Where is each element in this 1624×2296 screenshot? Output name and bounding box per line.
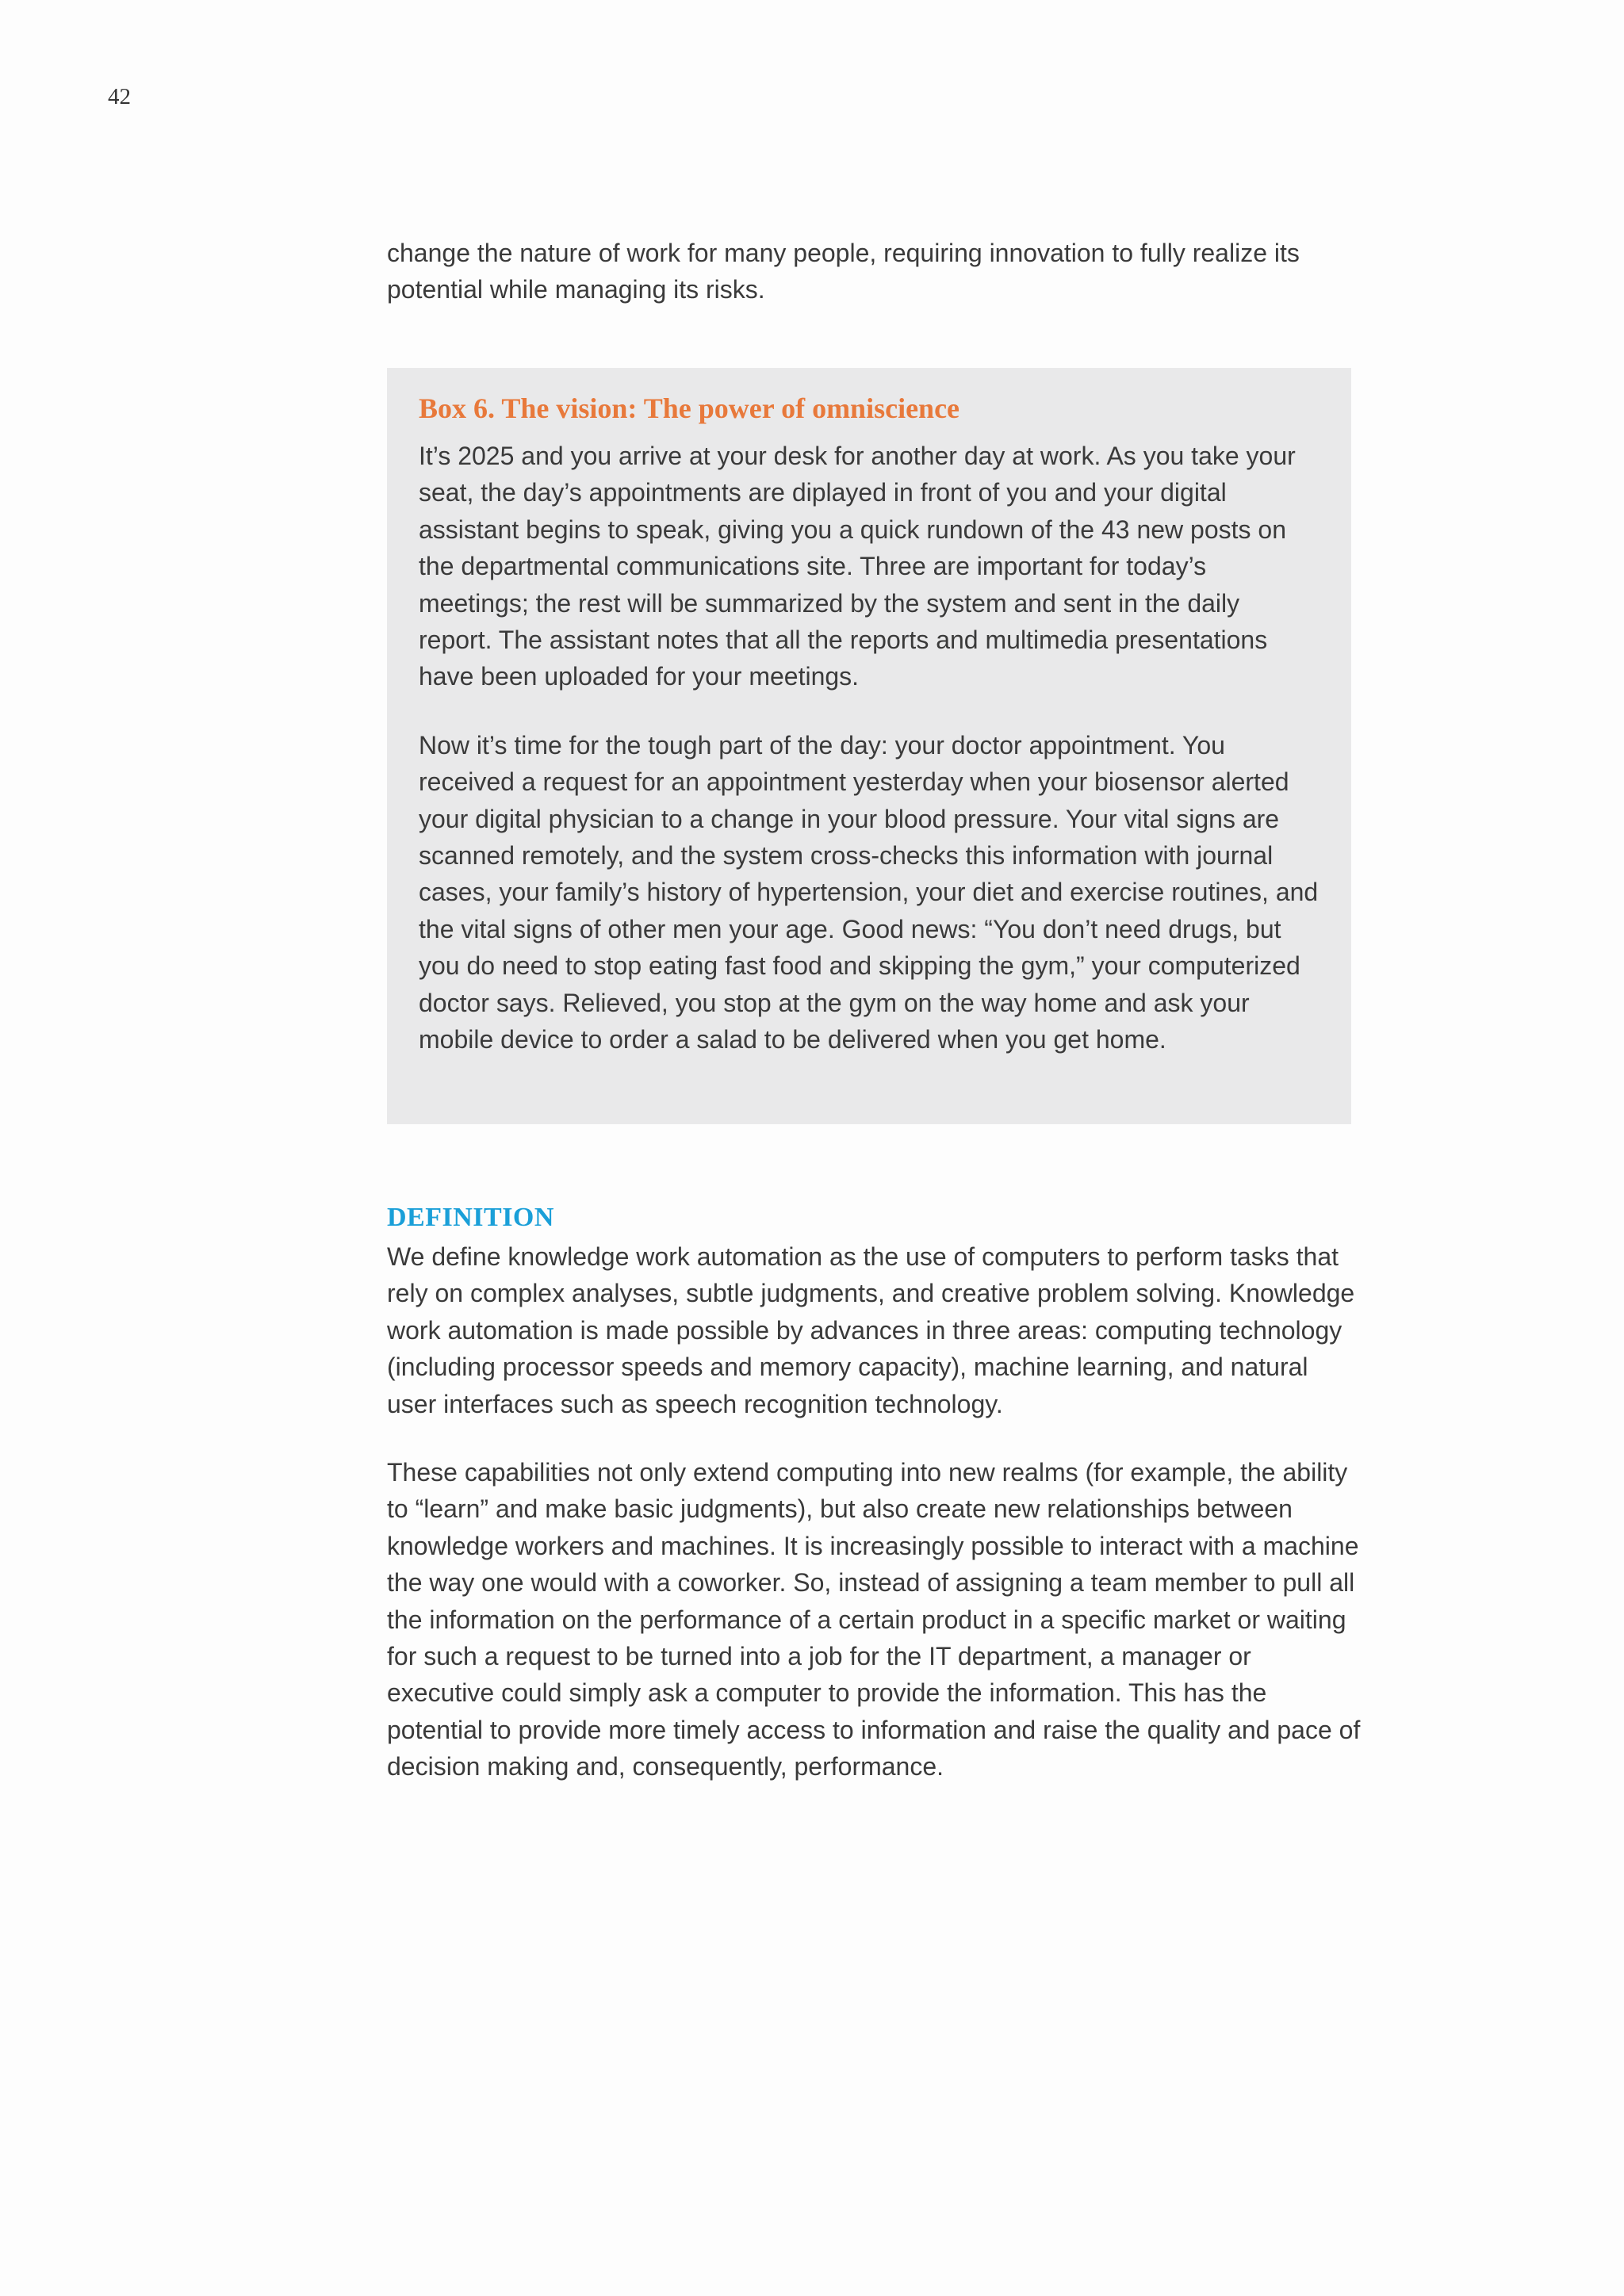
box-paragraph: Now it’s time for the tough part of the day: your doctor appointment. You received a request for an appointment yesterday when your biosensor alerted your digital physician to a change in your blood pressure. Your vital signs are scanned remotely, and the system cross-checks this information with journal cases, your family’s history of hypertension, your diet and exercise routines, and the vital signs of other men your age. Good news: “You don’t need drugs, but you do need to stop eating fast food and skipping the gym,” your computerized doctor says. Relieved, you stop at the gym on the way home and ask your mobile device to order a salad to be delivered when you get home.	[419, 730, 1319, 1054]
intro-section	[387, 235, 1362, 308]
box-title: Box 6. The vision: The power of omniscience	[419, 392, 960, 424]
page-number: 42	[108, 84, 131, 109]
vision-box	[387, 368, 1351, 1124]
intro-paragraph: change the nature of work for many people, requiring innovation to fully realize its potential while managing its risks.	[387, 239, 1300, 304]
definition-paragraph: These capabilities not only extend computing into new realms (for example, the ability to “learn” and make basic judgments), but also create new relationships between knowledge workers and machines. It is increasingly possible to interact with a machine the way one would with a coworker. So, instead of assigning a team member to pull all the information on the performance of a certain product in a specific market or waiting for such a request to be turned into a job for the IT department, a manager or executive could simply ask a computer to provide the information. This has the potential to provide more timely access to information and raise the quality and pace of decision making and, consequently, performance.	[387, 1458, 1361, 1781]
definition-heading: DEFINITION	[387, 1203, 554, 1232]
definition-paragraph: We define knowledge work automation as the use of computers to perform tasks that rely on complex analyses, subtle judgments, and creative problem solving. Knowledge work automation is made possible by advances in three areas: computing technology (including processor speeds and memory capacity), machine learning, and natural user interfaces such as speech recognition technology.	[387, 1242, 1355, 1418]
definition-section	[387, 1199, 1362, 1785]
box-paragraph: It’s 2025 and you arrive at your desk for another day at work. As you take your seat, the day’s appointments are diplayed in front of you and your digital assistant begins to speak, giving you a quick rundown of the 43 new posts on the departmental communications site. Three are important for today’s meetings; the rest will be summarized by the system and sent in the daily report. The assistant notes that all the reports and multimedia presentations have been uploaded for your meetings.	[419, 442, 1296, 691]
